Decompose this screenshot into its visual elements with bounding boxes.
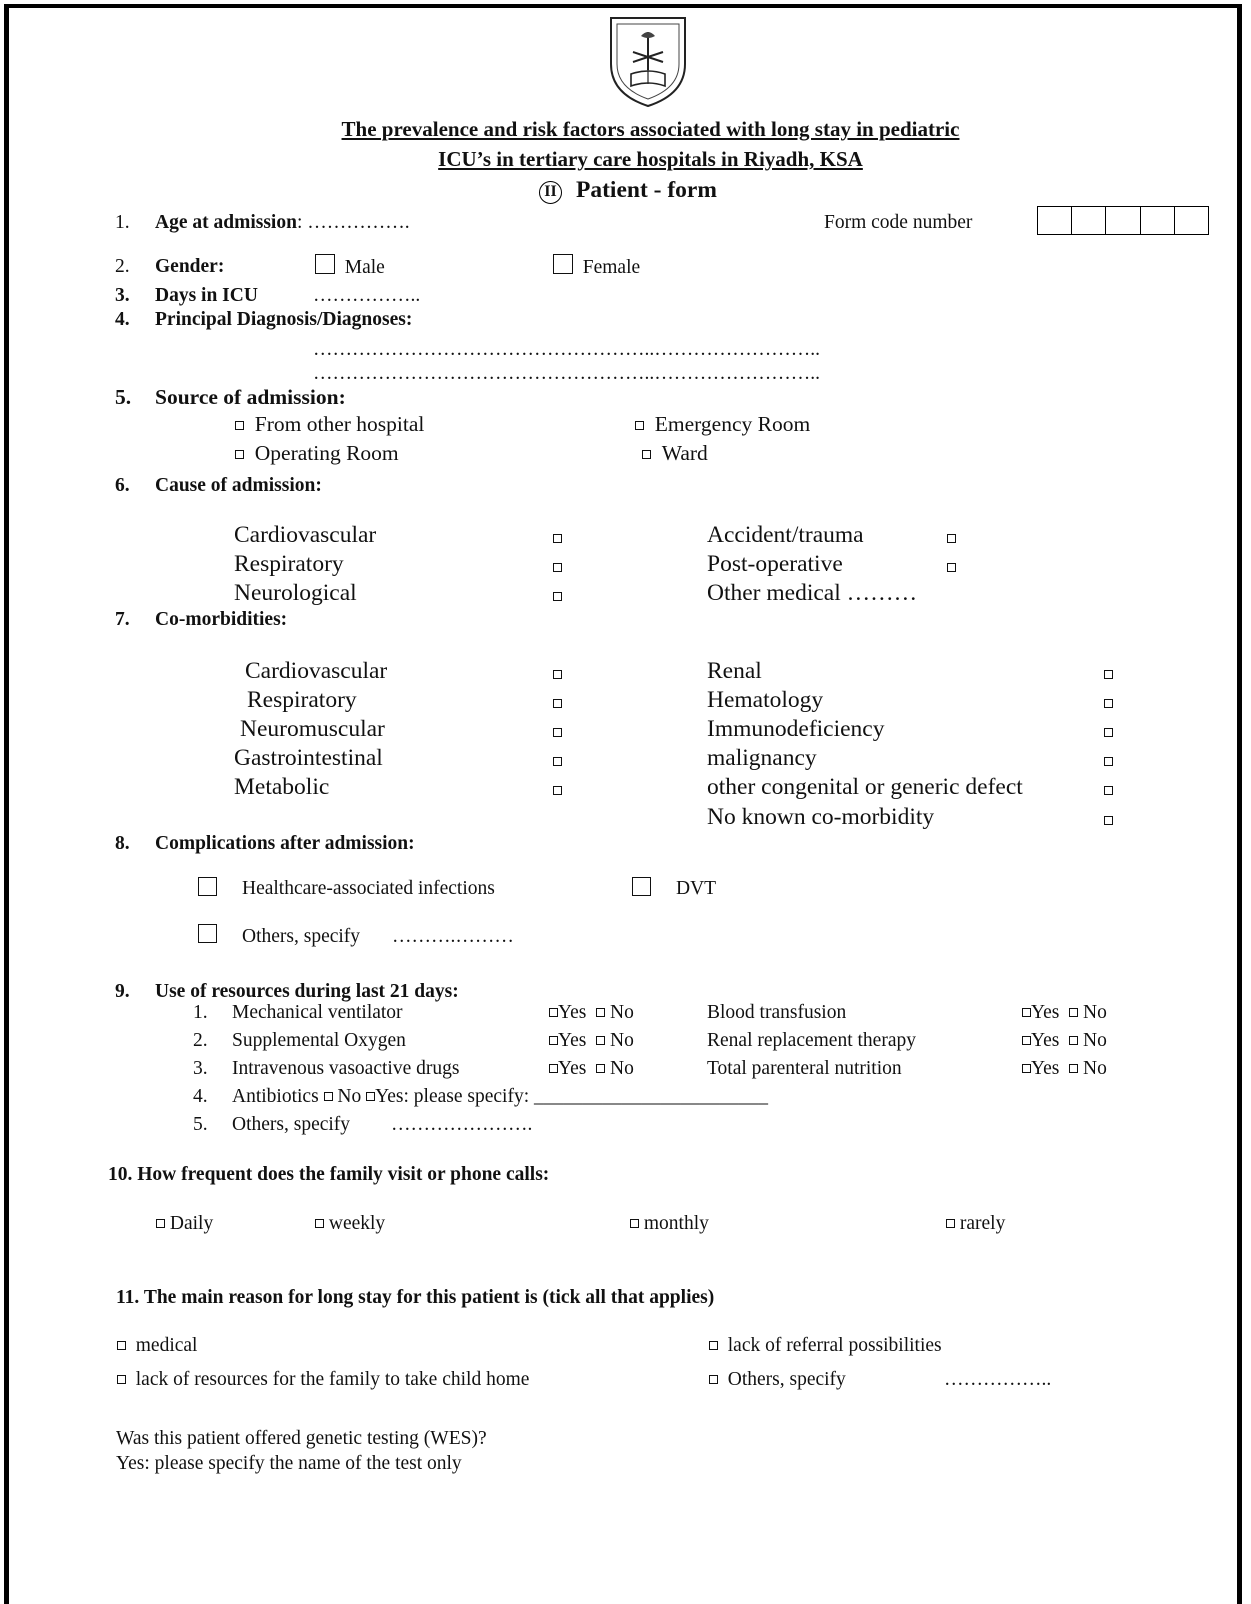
cause-neurological-checkbox[interactable] [553, 592, 562, 601]
checkbox[interactable] [235, 421, 244, 430]
code-cell[interactable] [1106, 207, 1140, 234]
source-option-ward[interactable] [642, 441, 708, 466]
comorb-metabolic-checkbox[interactable] [553, 786, 562, 795]
source-option-other-hospital[interactable] [235, 412, 424, 437]
cause-respiratory-label: Respiratory [234, 551, 344, 577]
q3-label: Days in ICU [155, 285, 258, 306]
yes-label: Yes [558, 1002, 587, 1023]
no-checkbox[interactable] [596, 1008, 605, 1017]
checkbox[interactable] [235, 450, 244, 459]
crest-logo [603, 12, 693, 108]
female-checkbox[interactable] [553, 254, 573, 274]
form-code-boxes[interactable] [1037, 206, 1209, 235]
comorb-cardiovascular-label: Cardiovascular [245, 658, 388, 684]
cause-post-operative-checkbox[interactable] [947, 563, 956, 572]
no-label: No [1083, 1030, 1107, 1051]
visit-daily-option[interactable] [156, 1213, 213, 1235]
q2-number: 2. [115, 256, 130, 277]
yes-label: Yes [1031, 1030, 1060, 1051]
q4-number: 4. [115, 309, 130, 330]
complication-others-checkbox[interactable] [198, 924, 217, 943]
no-label: No [610, 1002, 634, 1023]
q11-label: 11. The main reason for long stay for this patient is (tick all that applies) [116, 1287, 715, 1308]
no-checkbox[interactable] [1069, 1008, 1078, 1017]
comorb-respiratory-checkbox[interactable] [553, 699, 562, 708]
q3-answer-field[interactable]: …………….. [313, 285, 421, 306]
code-cell[interactable] [1072, 207, 1106, 234]
yes-checkbox[interactable] [549, 1008, 558, 1017]
yes-label: Yes [1031, 1058, 1060, 1079]
comorb-none-checkbox[interactable] [1104, 816, 1113, 825]
visit-weekly-option[interactable] [315, 1213, 385, 1235]
q1-row [155, 212, 410, 234]
resource-4-number: 4. [193, 1086, 208, 1107]
option-label: From other hospital [254, 412, 425, 436]
resource-yes-no[interactable] [549, 1058, 634, 1080]
option-label: weekly [328, 1213, 386, 1234]
antibiotics-no-checkbox[interactable] [324, 1092, 333, 1101]
q8-number: 8. [115, 833, 130, 854]
code-cell[interactable] [1038, 207, 1072, 234]
yes-checkbox[interactable] [1022, 1036, 1031, 1045]
no-label: No [610, 1030, 634, 1051]
female-label: Female [582, 257, 641, 278]
male-checkbox[interactable] [315, 254, 335, 274]
comorb-metabolic-label: Metabolic [234, 774, 330, 800]
checkbox[interactable] [630, 1219, 639, 1228]
page-border [4, 4, 1242, 1604]
comorb-malignancy-label: malignancy [707, 745, 817, 771]
source-option-operating-room[interactable] [235, 441, 399, 466]
checkbox[interactable] [709, 1341, 718, 1350]
checkbox[interactable] [709, 1375, 718, 1384]
comorb-neuromuscular-label: Neuromuscular [240, 716, 385, 742]
q2-label: Gender: [155, 256, 225, 277]
resource-antibiotics-row[interactable] [232, 1086, 768, 1108]
option-label: rarely [959, 1213, 1006, 1234]
comorb-immunodeficiency-label: Immunodeficiency [707, 716, 885, 742]
form-code-label: Form code number [824, 212, 973, 233]
comorb-congenital-label: other congenital or generic defect [707, 774, 1023, 800]
q4-answer-line1[interactable]: ……………………………………………..…………………….. [313, 339, 820, 360]
checkbox[interactable] [117, 1375, 126, 1384]
yes-checkbox[interactable] [1022, 1064, 1031, 1073]
cause-accident-checkbox[interactable] [947, 534, 956, 543]
q6-label: Cause of admission: [155, 475, 322, 496]
cause-cardiovascular-checkbox[interactable] [553, 534, 562, 543]
code-cell[interactable] [1175, 207, 1208, 234]
resource-others-field[interactable]: …………………. [391, 1114, 533, 1135]
form-numeral: II [539, 181, 562, 204]
option-label: medical [135, 1335, 198, 1356]
visit-monthly-option[interactable] [630, 1213, 709, 1235]
q4-answer-line2[interactable]: ……………………………………………..…………………….. [313, 363, 820, 384]
antibiotics-yes-specify[interactable]: Yes: please specify: ________________________ [375, 1086, 769, 1107]
cause-respiratory-checkbox[interactable] [553, 563, 562, 572]
no-label: No [1083, 1002, 1107, 1023]
comorb-respiratory-label: Respiratory [247, 687, 357, 713]
checkbox[interactable] [315, 1219, 324, 1228]
reason-medical-option[interactable] [117, 1335, 197, 1357]
option-label: Ward [661, 441, 708, 465]
resource-yes-no[interactable] [549, 1030, 634, 1052]
q9-number: 9. [115, 981, 130, 1002]
resource-parenteral-nutrition-label: Total parenteral nutrition [707, 1058, 902, 1079]
q3-number: 3. [115, 285, 130, 306]
comorb-hematology-label: Hematology [707, 687, 824, 713]
yes-checkbox[interactable] [1022, 1008, 1031, 1017]
resource-yes-no[interactable] [1022, 1058, 1107, 1080]
checkbox[interactable] [946, 1219, 955, 1228]
form-heading-text: Patient - form [576, 177, 717, 203]
q5-label: Source of admission: [155, 385, 346, 409]
q10-label: 10. How frequent does the family visit or phone calls: [108, 1164, 550, 1185]
q8-label: Complications after admission: [155, 833, 415, 854]
comorb-gastrointestinal-label: Gastrointestinal [234, 745, 383, 771]
visit-rarely-option[interactable] [946, 1213, 1005, 1235]
comorb-malignancy-checkbox[interactable] [1104, 757, 1113, 766]
resource-yes-no[interactable] [1022, 1030, 1107, 1052]
checkbox[interactable] [635, 421, 644, 430]
resource-1-number: 1. [193, 1002, 208, 1023]
complication-hai-label: Healthcare-associated infections [242, 878, 495, 899]
comorb-immunodeficiency-checkbox[interactable] [1104, 728, 1113, 737]
cause-cardiovascular-label: Cardiovascular [234, 522, 377, 548]
comorb-cardiovascular-checkbox[interactable] [553, 670, 562, 679]
option-label: lack of resources for the family to take child home [135, 1369, 530, 1390]
complication-hai-checkbox[interactable] [198, 877, 217, 896]
source-option-emergency-room[interactable] [635, 412, 810, 437]
option-label: Daily [169, 1213, 214, 1234]
resource-others-label: Others, specify [232, 1114, 351, 1135]
no-label: No [1083, 1058, 1107, 1079]
option-label: monthly [643, 1213, 709, 1234]
complication-others-label: Others, specify [242, 926, 361, 947]
resource-renal-replacement-label: Renal replacement therapy [707, 1030, 916, 1051]
checkbox[interactable] [117, 1341, 126, 1350]
no-checkbox[interactable] [1069, 1064, 1078, 1073]
resource-yes-no[interactable] [1022, 1002, 1107, 1024]
genetic-question: Was this patient offered genetic testing (WES)? [116, 1428, 487, 1449]
option-label: lack of referral possibilities [727, 1335, 942, 1356]
q4-label: Principal Diagnosis/Diagnoses: [155, 309, 413, 330]
q5-number: 5. [115, 385, 132, 409]
checkbox[interactable] [156, 1219, 165, 1228]
male-label: Male [344, 257, 385, 278]
q1-number: 1. [115, 212, 130, 233]
complication-dvt-label: DVT [676, 878, 717, 899]
option-label: Others, specify [727, 1369, 846, 1390]
code-cell[interactable] [1141, 207, 1175, 234]
q7-label: Co-morbidities: [155, 609, 288, 630]
cause-other-medical-label[interactable]: Other medical ……… [707, 580, 918, 606]
yes-checkbox[interactable] [549, 1064, 558, 1073]
complication-dvt-checkbox[interactable] [632, 877, 651, 896]
reason-others-option[interactable] [709, 1369, 846, 1391]
resource-5-number: 5. [193, 1114, 208, 1135]
q1-label: Age at admission [155, 212, 297, 233]
q9-label: Use of resources during last 21 days: [155, 981, 459, 1002]
no-checkbox[interactable] [596, 1036, 605, 1045]
complication-others-field[interactable]: ……….……… [392, 926, 514, 947]
q7-number: 7. [115, 609, 130, 630]
antibiotics-no-label: No [337, 1086, 362, 1107]
resource-2-number: 2. [193, 1030, 208, 1051]
cause-accident-label: Accident/trauma [707, 522, 864, 548]
antibiotics-label: Antibiotics [232, 1086, 319, 1107]
yes-label: Yes [558, 1030, 587, 1051]
form-title-line1: The prevalence and risk factors associated with long stay in pediatric [341, 117, 960, 141]
gender-female-option[interactable] [553, 254, 640, 279]
comorb-gastrointestinal-checkbox[interactable] [553, 757, 562, 766]
q1-answer-field[interactable]: : ……………. [296, 212, 410, 233]
yes-checkbox[interactable] [549, 1036, 558, 1045]
reason-resources-option[interactable] [117, 1369, 529, 1391]
comorb-renal-label: Renal [707, 658, 762, 684]
cause-neurological-label: Neurological [234, 580, 357, 606]
yes-label: Yes [1031, 1002, 1060, 1023]
resource-3-number: 3. [193, 1058, 208, 1079]
resource-blood-transfusion-label: Blood transfusion [707, 1002, 847, 1023]
comorb-none-label: No known co-morbidity [707, 804, 935, 830]
comorb-renal-checkbox[interactable] [1104, 670, 1113, 679]
cause-post-operative-label: Post-operative [707, 551, 843, 577]
yes-label: Yes [558, 1058, 587, 1079]
resource-vasoactive-label: Intravenous vasoactive drugs [232, 1058, 460, 1079]
form-title-line2: ICU’s in tertiary care hospitals in Riyadh, KSA [438, 147, 863, 171]
no-checkbox[interactable] [596, 1064, 605, 1073]
resource-yes-no[interactable] [549, 1002, 634, 1024]
resource-oxygen-label: Supplemental Oxygen [232, 1030, 406, 1051]
no-label: No [610, 1058, 634, 1079]
comorb-congenital-checkbox[interactable] [1104, 786, 1113, 795]
reason-referral-option[interactable] [709, 1335, 942, 1357]
comorb-hematology-checkbox[interactable] [1104, 699, 1113, 708]
antibiotics-yes-checkbox[interactable] [366, 1092, 375, 1101]
comorb-neuromuscular-checkbox[interactable] [553, 728, 562, 737]
genetic-yes-specify: Yes: please specify the name of the test only [116, 1453, 462, 1474]
reason-others-field[interactable]: …………….. [944, 1369, 1052, 1390]
no-checkbox[interactable] [1069, 1036, 1078, 1045]
option-label: Operating Room [254, 441, 399, 465]
q6-number: 6. [115, 475, 130, 496]
option-label: Emergency Room [654, 412, 811, 436]
gender-male-option[interactable] [315, 254, 385, 279]
resource-mechanical-ventilator-label: Mechanical ventilator [232, 1002, 403, 1023]
checkbox[interactable] [642, 450, 651, 459]
form-heading [539, 177, 717, 204]
